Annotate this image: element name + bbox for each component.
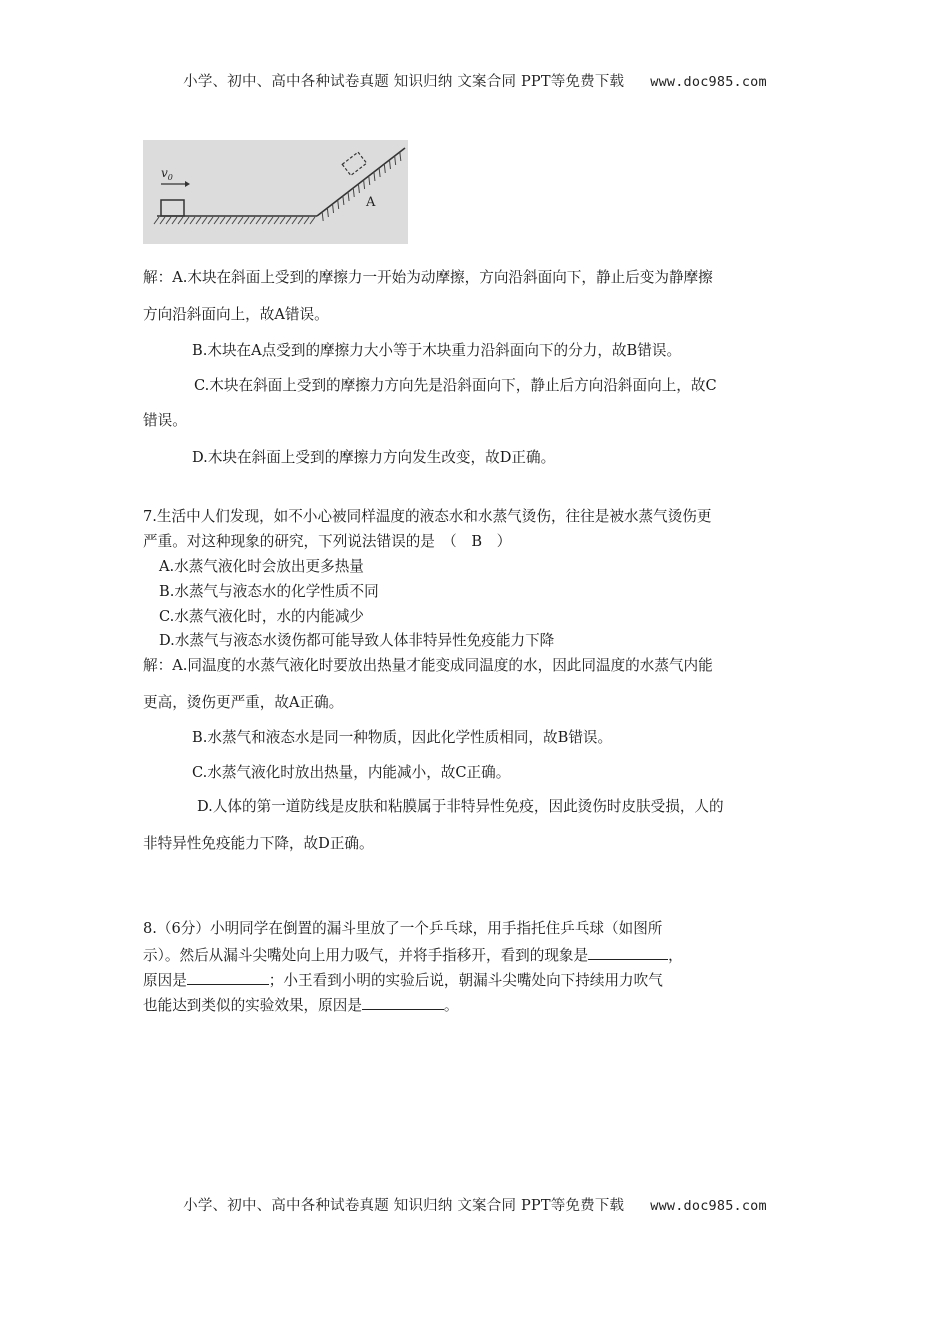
ground-hatch-mark [154,217,159,224]
wooden-block [161,200,184,216]
ground-hatch-mark [160,217,165,224]
ground-hatch-mark [274,217,279,224]
q7-solution-a-line2: 更高，烫伤更严重，故A正确。 [143,694,344,711]
ground-hatch-mark [172,217,177,224]
incline-hatch-mark [364,180,365,189]
page-footer [0,1194,950,1215]
incline-hatch-mark [369,176,370,185]
q7-solution-b: B.水蒸气和液态水是同一种物质，因此化学性质相同，故B错误。 [192,729,613,746]
dashed-block [342,152,366,175]
q8-line2-punct: ， [668,947,683,964]
header-site-link[interactable]: www.doc985.com [650,74,767,90]
q6-solution-c-line1: C.木块在斜面上受到的摩擦力方向先是沿斜面向下，静止后方向沿斜面向上，故C [194,377,717,394]
ground-hatch [154,217,315,224]
q8-line3 [143,969,663,991]
ground-hatch-mark [244,217,249,224]
q8-line2-text: 示）。然后从漏斗尖嘴处向上用力吸气，并将手指移开，看到的现象是 [143,947,589,964]
q8-line2 [143,944,683,966]
q7-solution-c: C.水蒸气液化时放出热量，内能减小，故C正确。 [192,764,511,781]
q7-option-b: B.水蒸气与液态水的化学性质不同 [159,583,379,600]
incline-hatch-mark [379,168,380,177]
point-a-label: A [366,195,376,210]
ground-hatch-mark [304,217,309,224]
q7-option-c: C.水蒸气液化时，水的内能减少 [159,608,365,625]
ground-hatch-mark [220,217,225,224]
q8-blank-reason2[interactable] [362,994,444,1010]
ground-hatch-mark [196,217,201,224]
incline-hatch-mark [400,152,401,161]
ground-hatch-mark [190,217,195,224]
incline-hatch-mark [327,208,328,217]
ground-hatch-mark [268,217,273,224]
ground-hatch-mark [280,217,285,224]
incline-diagram-svg [143,140,408,244]
q8-line4-text: 也能达到类似的实验效果，原因是 [143,997,362,1014]
incline-hatch [322,152,401,221]
incline-hatch-mark [395,156,396,165]
incline-line [317,148,405,216]
ground-hatch-mark [262,217,267,224]
q6-solution-a-line1: 解：A.木块在斜面上受到的摩擦力一开始为动摩擦，方向沿斜面向下，静止后变为静摩擦 [143,269,713,286]
q7-solution-d-line2: 非特异性免疫能力下降，故D正确。 [143,835,374,852]
ground-hatch-mark [226,217,231,224]
q6-solution-a-line2: 方向沿斜面向上，故A错误。 [143,306,329,323]
q7-option-a: A.水蒸气液化时会放出更多热量 [159,558,364,575]
ground-hatch-mark [208,217,213,224]
ground-hatch-mark [232,217,237,224]
incline-diagram [143,140,408,244]
incline-hatch-mark [333,204,334,213]
ground-hatch-mark [178,217,183,224]
page-header [0,70,950,91]
q6-solution-c-line2: 错误。 [143,412,187,429]
ground-hatch-mark [166,217,171,224]
q6-solution-d: D.木块在斜面上受到的摩擦力方向发生改变，故D正确。 [192,449,556,466]
ground-hatch-mark [292,217,297,224]
velocity-label: $v_0$ [161,166,173,182]
ground-hatch-mark [286,217,291,224]
q7-stem-line2: 严重。对这种现象的研究，下列说法错误的是 （ B ） [143,533,512,550]
ground-hatch-mark [202,217,207,224]
q8-line4 [143,994,459,1016]
incline-hatch-mark [343,196,344,205]
incline-hatch-mark [338,200,339,209]
incline-hatch-mark [389,160,390,169]
ground-hatch-mark [214,217,219,224]
q7-solution-d-line1: D.人体的第一道防线是皮肤和粘膜属于非特异性免疫，因此烫伤时皮肤受损，人的 [197,798,724,815]
footer-site-link[interactable]: www.doc985.com [650,1198,767,1214]
q8-line4-punct: 。 [443,997,459,1014]
q8-blank-phenomenon[interactable] [588,944,668,960]
incline-hatch-mark [374,172,375,181]
q6-solution-b: B.木块在A点受到的摩擦力大小等于木块重力沿斜面向下的分力，故B错误。 [192,342,682,359]
q7-stem-line1: 7.生活中人们发现，如不小心被同样温度的液态水和水蒸气烫伤，往往是被水蒸气烫伤更 [143,508,712,525]
q8-line3-rest: ；小王看到小明的实验后说，朝漏斗尖嘴处向下持续用力吹气 [268,972,663,989]
q7-option-d: D.水蒸气与液态水烫伤都可能导致人体非特异性免疫能力下降 [159,632,555,649]
ground-hatch-mark [184,217,189,224]
q7-solution-a-line1: 解：A.同温度的水蒸气液化时要放出热量才能变成同温度的水，因此同温度的水蒸气内能 [143,657,713,674]
ground-hatch-mark [298,217,303,224]
ground-hatch-mark [256,217,261,224]
q8-line1: 8.（6分）小明同学在倒置的漏斗里放了一个乒乓球，用手指托住乒乓球（如图所 [143,920,663,937]
ground-hatch-mark [238,217,243,224]
q8-blank-reason1[interactable] [187,969,269,985]
incline-hatch-mark [358,184,359,193]
ground-hatch-mark [310,217,315,224]
velocity-arrowhead [185,181,190,187]
incline-hatch-mark [348,192,349,201]
incline-hatch-mark [384,164,385,173]
incline-hatch-mark [322,212,323,221]
incline-hatch-mark [353,188,354,197]
footer-text: 小学、初中、高中各种试卷真题 知识归纳 文案合同 PPT等免费下载 [183,1198,625,1214]
header-text: 小学、初中、高中各种试卷真题 知识归纳 文案合同 PPT等免费下载 [183,74,625,90]
ground-hatch-mark [250,217,255,224]
q8-line3-text: 原因是 [143,972,187,989]
